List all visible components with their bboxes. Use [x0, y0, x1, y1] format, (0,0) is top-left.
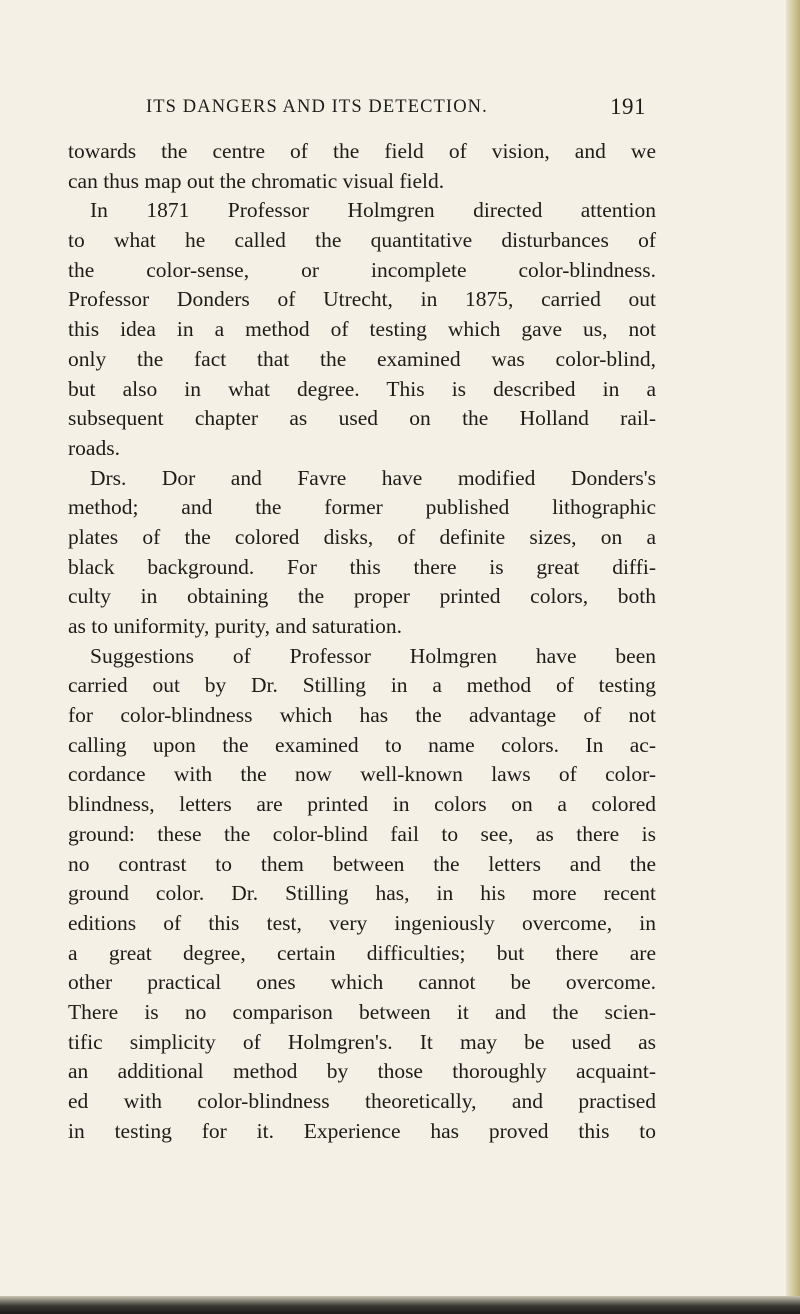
text-line: only the fact that the examined was color-blind,	[68, 346, 656, 371]
text-line: for color-blindness which has the advantage of not	[68, 703, 656, 728]
text-line: culty in obtaining the proper printed colors, both	[68, 584, 656, 609]
text-line: Drs. Dor and Favre have modified Donders's	[90, 465, 656, 490]
text-line: carried out by Dr. Stilling in a method of testing	[68, 673, 656, 698]
text-line: a great degree, certain difficulties; but there are	[68, 940, 656, 965]
page-number: 191	[610, 94, 646, 119]
text-line: There is no comparison between it and the scien-	[68, 999, 656, 1024]
page-bottom-shadow	[0, 1296, 800, 1314]
text-line: no contrast to them between the letters and the	[68, 851, 656, 876]
text-line: ed with color-blindness theoretically, and practised	[68, 1089, 656, 1113]
text-line: an additional method by those thoroughly acquaint-	[68, 1059, 656, 1084]
text-line: this idea in a method of testing which gave us, not	[68, 317, 656, 342]
text-line: ground color. Dr. Stilling has, in his more recent	[68, 881, 656, 906]
body-text	[68, 137, 656, 1146]
page-edge-shadow	[786, 0, 800, 1314]
text-line: In 1871 Professor Holmgren directed attention	[90, 198, 656, 223]
text-line: blindness, letters are printed in colors on a colored	[68, 792, 656, 817]
text-line: method; and the former published lithographic	[68, 495, 656, 520]
text-line: towards the centre of the field of vision, and we	[68, 139, 656, 163]
text-line: editions of this test, very ingeniously overcome, in	[68, 910, 656, 935]
text-line: as to uniformity, purity, and saturation.	[68, 614, 402, 638]
text-line: to what he called the quantitative disturbances of	[68, 228, 656, 253]
text-line: other practical ones which cannot be overcome.	[68, 970, 656, 995]
text-line: in testing for it. Experience has proved this to	[68, 1118, 656, 1143]
text-line: can thus map out the chromatic visual field.	[68, 168, 445, 193]
text-line: Professor Donders of Utrecht, in 1875, carried out	[68, 287, 656, 312]
text-line: plates of the colored disks, of definite sizes, on a	[68, 524, 656, 549]
text-line: ground: these the color-blind fail to see, as there is	[68, 821, 656, 846]
text-line: but also in what degree. This is described in a	[68, 376, 656, 401]
page-header	[146, 94, 646, 121]
text-line: Suggestions of Professor Holmgren have been	[90, 643, 656, 668]
text-line: tific simplicity of Holmgren's. It may be used as	[68, 1029, 656, 1054]
running-title: ITS DANGERS AND ITS DETECTION.	[146, 97, 488, 117]
text-line: cordance with the now well-known laws of color-	[68, 762, 656, 787]
text-line: roads.	[68, 435, 120, 460]
text-line: subsequent chapter as used on the Holland rail-	[68, 406, 656, 431]
text-line: black background. For this there is great diffi-	[68, 554, 656, 579]
text-line: the color-sense, or incomplete color-blindness.	[68, 257, 656, 282]
text-line: calling upon the examined to name colors. In ac-	[68, 732, 656, 757]
